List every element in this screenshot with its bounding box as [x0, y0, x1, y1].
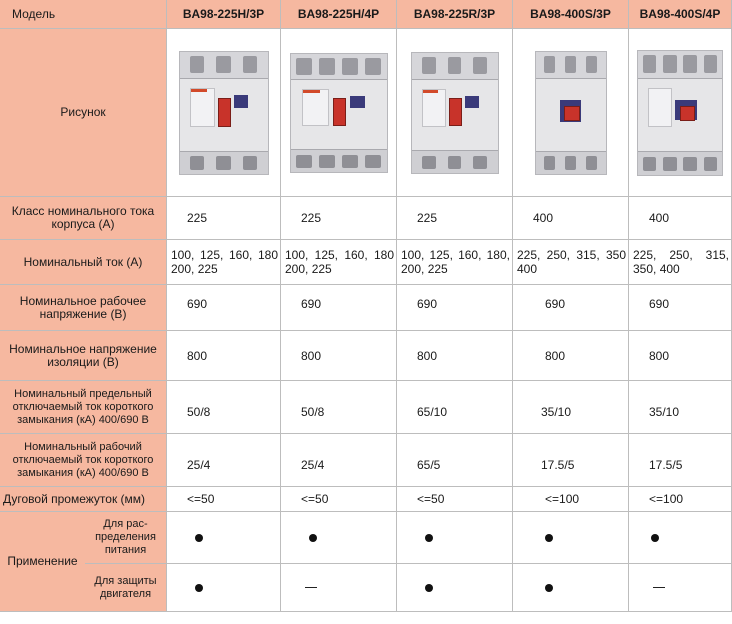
rated-current-value-5: 225, 250, 315, 350, 400 — [629, 240, 732, 285]
dash-icon — [305, 587, 317, 588]
arc-gap-label: Дуговой промежуток (мм) — [0, 487, 167, 512]
bullet-icon — [651, 534, 659, 542]
dash-icon — [653, 587, 665, 588]
working-voltage-value-2: 690 — [281, 285, 397, 331]
frame-current-value-3: 225 — [397, 197, 513, 240]
motor-mark-4 — [513, 564, 629, 612]
arc-gap-value-4: <=100 — [513, 487, 629, 512]
breaker-image-5 — [629, 29, 732, 197]
breaker-3p-icon — [535, 51, 607, 175]
motor-mark-1 — [167, 564, 281, 612]
frame-current-value-2: 225 — [281, 197, 397, 240]
service-breaking-value-5: 17.5/5 — [629, 434, 732, 487]
working-voltage-value-4: 690 — [513, 285, 629, 331]
arc-gap-value-3: <=50 — [397, 487, 513, 512]
insulation-voltage-value-2: 800 — [281, 331, 397, 381]
application-label: Применение — [0, 512, 85, 612]
rated-current-label: Номинальный ток (А) — [0, 240, 167, 285]
breaker-image-1 — [167, 29, 281, 197]
picture-label: Рисунок — [0, 29, 167, 197]
breaker-image-4 — [513, 29, 629, 197]
insulation-voltage-value-4: 800 — [513, 331, 629, 381]
ultimate-breaking-value-2: 50/8 — [281, 381, 397, 434]
bullet-icon — [195, 534, 203, 542]
model-header-4: BA98-400S/3P — [513, 0, 629, 29]
breaker-3p-icon — [179, 51, 269, 175]
breaker-image-2 — [281, 29, 397, 197]
service-breaking-value-2: 25/4 — [281, 434, 397, 487]
service-breaking-label: Номинальный рабочий отключаемый ток короткого замыкания (кА) 400/690 В — [0, 434, 167, 487]
frame-current-value-1: 225 — [167, 197, 281, 240]
rated-current-value-4: 225, 250, 315, 350 400 — [513, 240, 629, 285]
distribution-mark-5 — [629, 512, 732, 564]
arc-gap-value-1: <=50 — [167, 487, 281, 512]
frame-current-label: Класс номинального тока корпуса (А) — [0, 197, 167, 240]
frame-current-value-5: 400 — [629, 197, 732, 240]
frame-current-value-4: 400 — [513, 197, 629, 240]
motor-protection-label: Для защиты двигателя — [85, 564, 167, 612]
distribution-mark-3 — [397, 512, 513, 564]
ultimate-breaking-label: Номинальный предельный отключаемый ток короткого замыкания (кА) 400/690 В — [0, 381, 167, 434]
distribution-mark-4 — [513, 512, 629, 564]
insulation-voltage-value-1: 800 — [167, 331, 281, 381]
ultimate-breaking-value-4: 35/10 — [513, 381, 629, 434]
rated-current-value-2: 100, 125, 160, 180 200, 225 — [281, 240, 397, 285]
insulation-voltage-value-5: 800 — [629, 331, 732, 381]
ultimate-breaking-value-5: 35/10 — [629, 381, 732, 434]
arc-gap-value-5: <=100 — [629, 487, 732, 512]
bullet-icon — [309, 534, 317, 542]
working-voltage-value-5: 690 — [629, 285, 732, 331]
model-header-1: BA98-225H/3P — [167, 0, 281, 29]
rated-current-value-3: 100, 125, 160, 180, 200, 225 — [397, 240, 513, 285]
service-breaking-value-1: 25/4 — [167, 434, 281, 487]
bullet-icon — [195, 584, 203, 592]
breaker-4p-icon — [637, 50, 723, 176]
breaker-3p-icon — [411, 52, 499, 174]
bullet-icon — [425, 584, 433, 592]
model-header-2: BA98-225H/4P — [281, 0, 397, 29]
bullet-icon — [545, 534, 553, 542]
insulation-voltage-value-3: 800 — [397, 331, 513, 381]
working-voltage-value-3: 690 — [397, 285, 513, 331]
service-breaking-value-4: 17.5/5 — [513, 434, 629, 487]
motor-mark-2 — [281, 564, 397, 612]
insulation-voltage-label: Номинальное напряжение изоляции (В) — [0, 331, 167, 381]
working-voltage-value-1: 690 — [167, 285, 281, 331]
bullet-icon — [425, 534, 433, 542]
model-header-label: Модель — [0, 0, 167, 29]
ultimate-breaking-value-1: 50/8 — [167, 381, 281, 434]
distribution-label: Для рас-пределения питания — [85, 512, 167, 564]
distribution-mark-2 — [281, 512, 397, 564]
working-voltage-label: Номинальное рабочее напряжение (В) — [0, 285, 167, 331]
model-header-5: BA98-400S/4P — [629, 0, 732, 29]
motor-mark-3 — [397, 564, 513, 612]
distribution-mark-1 — [167, 512, 281, 564]
rated-current-value-1: 100, 125, 160, 180 200, 225 — [167, 240, 281, 285]
model-header-3: BA98-225R/3P — [397, 0, 513, 29]
bullet-icon — [545, 584, 553, 592]
arc-gap-value-2: <=50 — [281, 487, 397, 512]
breaker-image-3 — [397, 29, 513, 197]
motor-mark-5 — [629, 564, 732, 612]
ultimate-breaking-value-3: 65/10 — [397, 381, 513, 434]
service-breaking-value-3: 65/5 — [397, 434, 513, 487]
breaker-4p-icon — [290, 53, 388, 173]
